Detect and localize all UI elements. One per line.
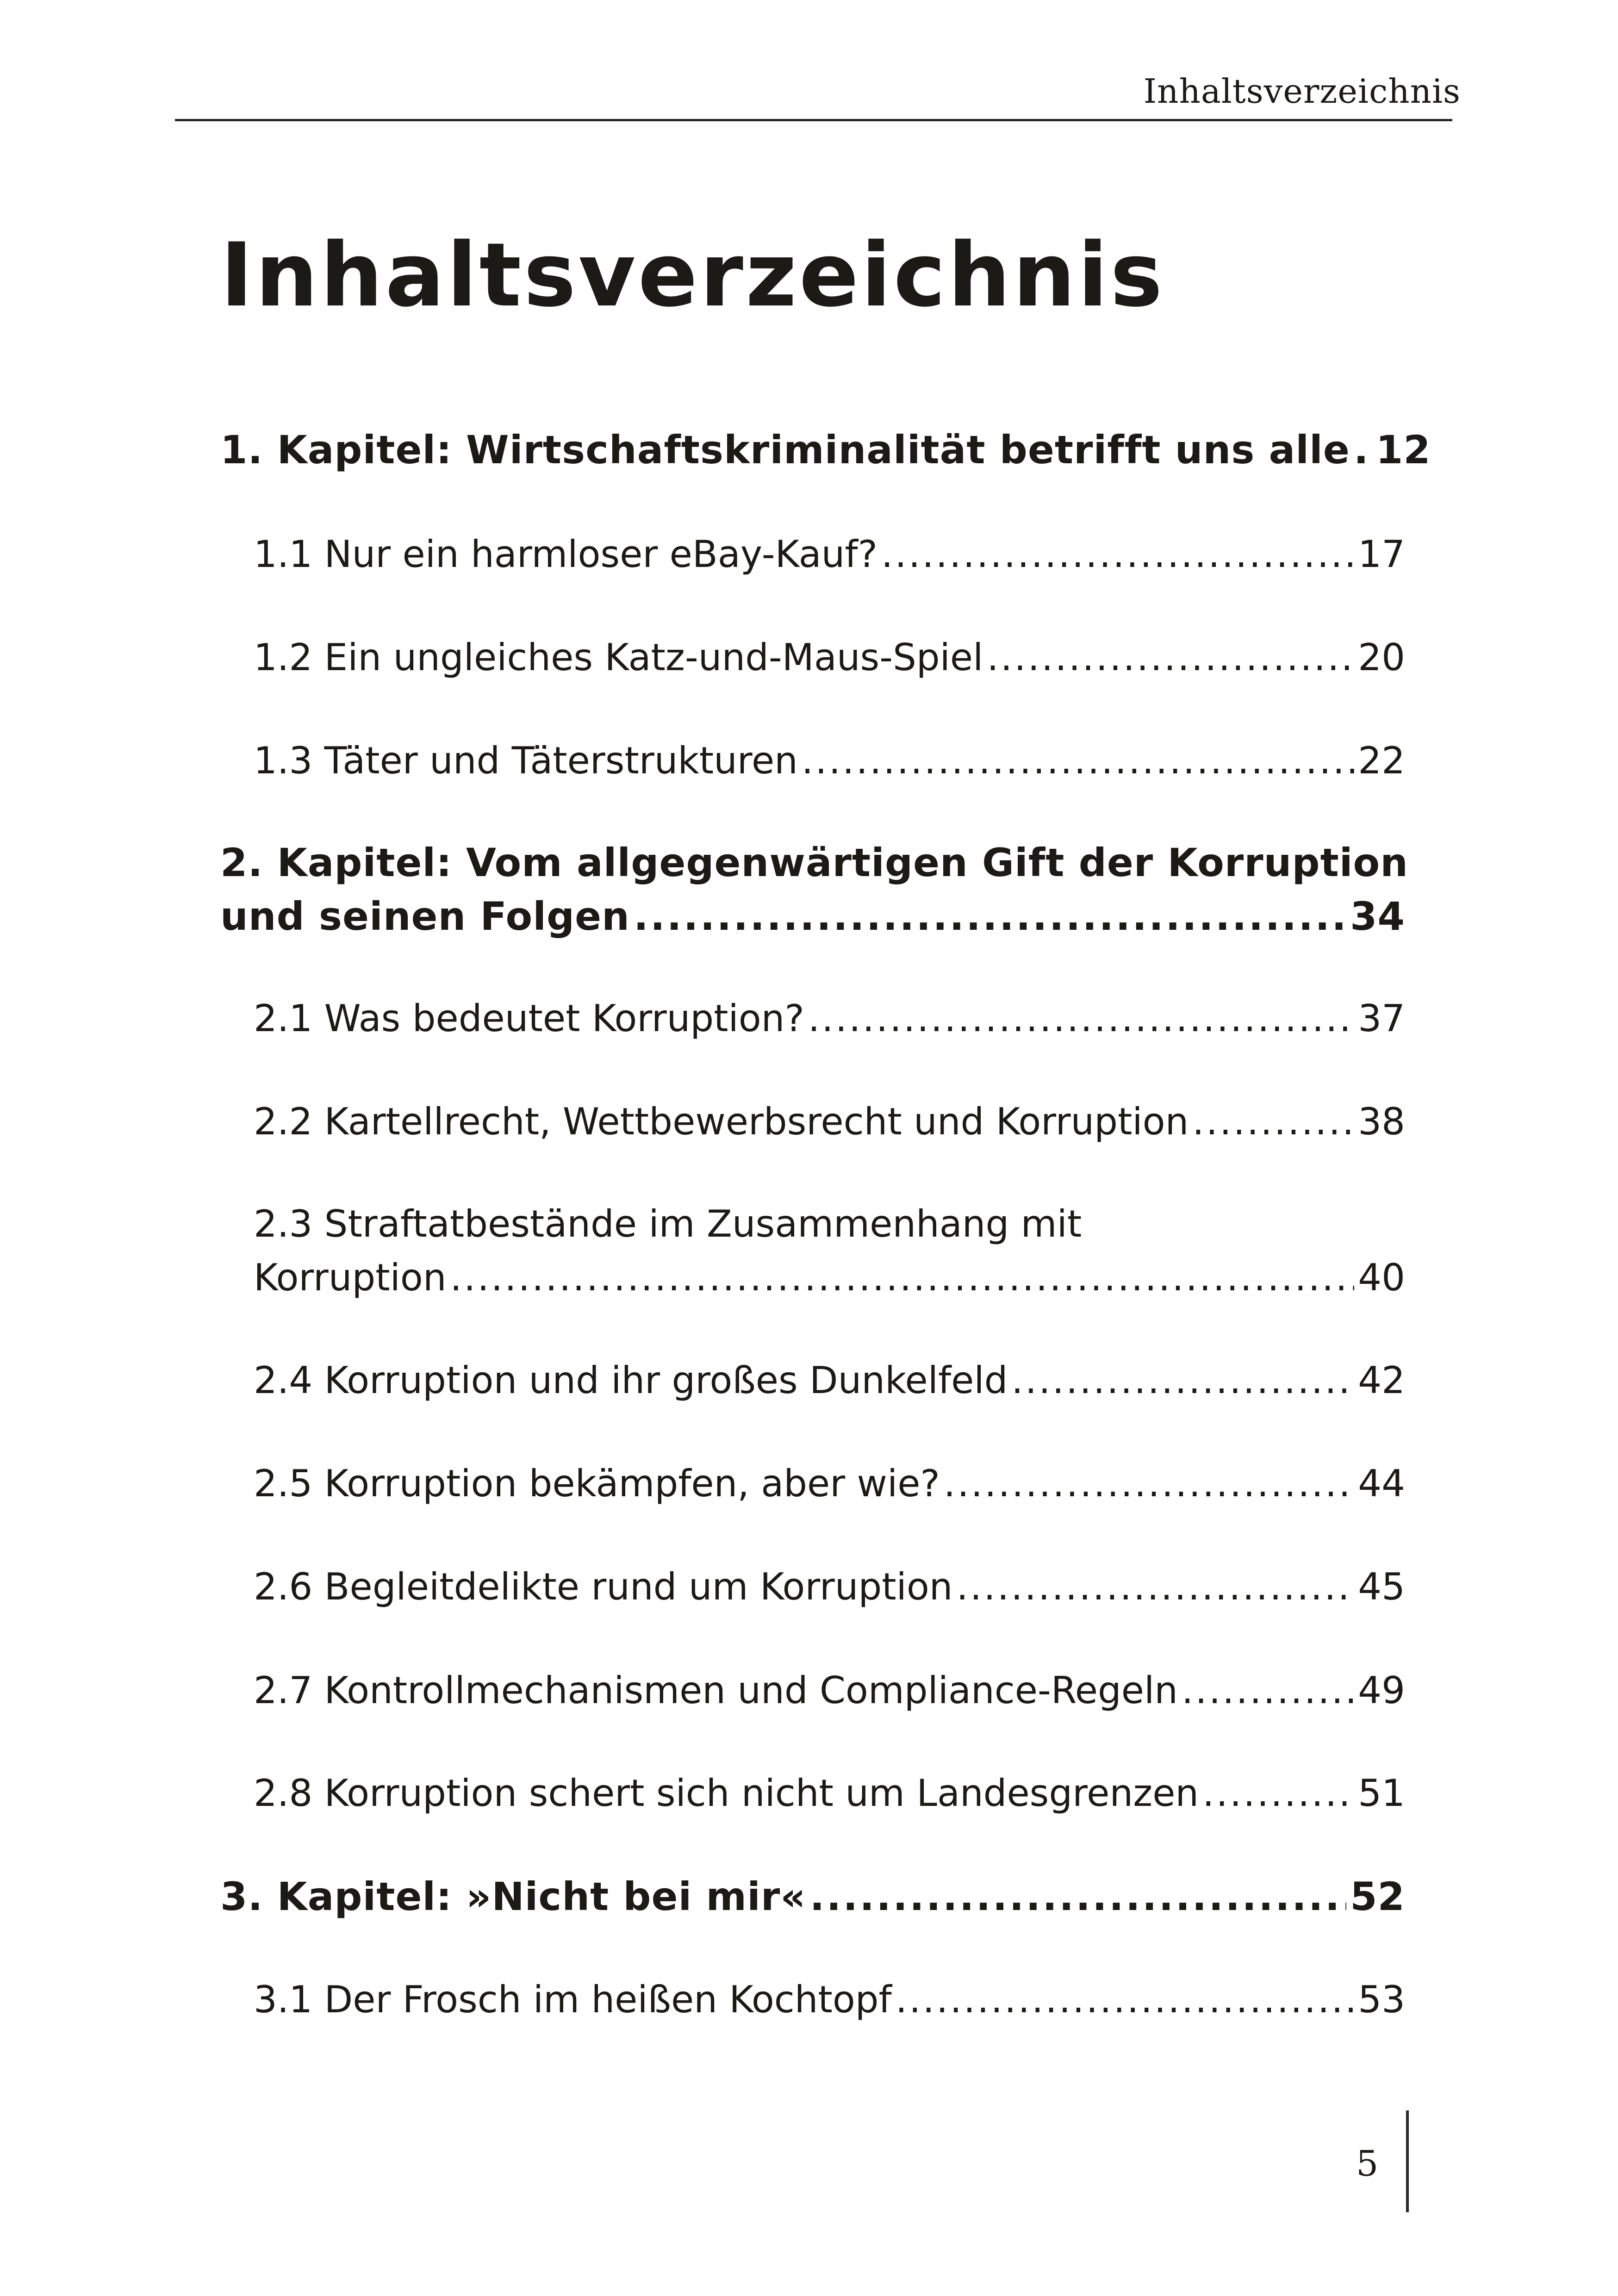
toc-section-1-2[interactable] [254, 631, 1405, 684]
toc-chapter-2[interactable] [220, 836, 1409, 943]
toc-entry-title: 2.1 Was bedeutet Korruption? [254, 997, 804, 1040]
toc-page-number: 12 [1375, 427, 1431, 473]
toc-entry-title: 2.4 Korruption und ihr großes Dunkelfeld [254, 1359, 1008, 1402]
toc-section-2-2[interactable] [254, 1095, 1405, 1149]
toc-section-2-1[interactable] [254, 992, 1405, 1045]
dot-leader [1182, 1664, 1354, 1717]
toc-entry-title: 2.7 Kontrollmechanismen und Compliance-Regeln [254, 1669, 1178, 1712]
toc-entry-title: 2.5 Korruption bekämpfen, aber wie? [254, 1462, 940, 1505]
toc-chapter-3[interactable] [220, 1870, 1405, 1923]
toc-entry-title: 2.6 Begleitdelikte rund um Korruption [254, 1565, 953, 1608]
toc-page-number: 17 [1358, 533, 1405, 576]
dot-leader [896, 1973, 1354, 2027]
toc-section-3-1[interactable] [254, 1973, 1405, 2027]
toc-page-number: 49 [1358, 1669, 1405, 1712]
dot-leader [956, 1560, 1354, 1614]
toc-entry-title: 3. Kapitel: »Nicht bei mir« [220, 1874, 806, 1919]
dot-leader [987, 631, 1354, 684]
toc-entry-title-line-1: 2.3 Straftatbestände im Zusammenhang mit [254, 1202, 1082, 1245]
toc-section-2-5[interactable] [254, 1457, 1405, 1511]
toc-page-number: 20 [1358, 636, 1405, 679]
dot-leader [1011, 1354, 1354, 1407]
toc-section-2-3[interactable] [254, 1197, 1405, 1305]
toc-page-number: 53 [1358, 1978, 1405, 2021]
dot-leader [1192, 1095, 1354, 1149]
toc-entry-title: und seinen Folgen [220, 894, 630, 939]
toc-page-number: 45 [1358, 1565, 1405, 1608]
toc-chapter-1[interactable] [220, 423, 1431, 477]
dot-leader [881, 528, 1354, 581]
toc-entry-title: Korruption [254, 1256, 447, 1299]
toc-page-number: 52 [1350, 1874, 1405, 1919]
toc-entry-title: 2.2 Kartellrecht, Wettbewerbsrecht und Korruption [254, 1100, 1189, 1143]
toc-entry-title: 3.1 Der Frosch im heißen Kochtopf [254, 1978, 892, 2021]
toc-section-2-8[interactable] [254, 1767, 1405, 1820]
running-header: Inhaltsverzeichnis [1143, 72, 1461, 111]
toc-page-number: 51 [1358, 1772, 1405, 1815]
dot-leader [634, 890, 1346, 943]
toc-page-number: 42 [1358, 1359, 1405, 1402]
toc-page-number: 44 [1358, 1462, 1405, 1505]
toc-entry-title: 2.8 Korruption schert sich nicht um Landesgrenzen [254, 1772, 1199, 1815]
toc-entry-title: 1. Kapitel: Wirtschaftskriminalität betrifft uns alle [220, 427, 1350, 473]
dot-leader [450, 1251, 1355, 1305]
header-rule [175, 119, 1452, 121]
folio-rule [1406, 2110, 1409, 2212]
toc-entry-title-line-1: 2. Kapitel: Vom allgegenwärtigen Gift der Korruption [220, 840, 1409, 885]
toc-section-2-4[interactable] [254, 1354, 1405, 1407]
toc-page-number: 38 [1358, 1100, 1405, 1143]
toc-entry-title: 1.1 Nur ein harmloser eBay-Kauf? [254, 533, 877, 576]
dot-leader [810, 1870, 1347, 1923]
dot-leader [1202, 1767, 1354, 1820]
toc-page-number: 34 [1350, 894, 1405, 939]
dot-leader [808, 992, 1354, 1045]
toc-section-2-6[interactable] [254, 1560, 1405, 1614]
toc-page-number: 37 [1358, 997, 1405, 1040]
page-title: Inhaltsverzeichnis [220, 224, 1165, 326]
dot-leader [944, 1457, 1354, 1511]
dot-leader [1354, 423, 1372, 477]
toc-page-number: 40 [1358, 1256, 1405, 1299]
toc-section-2-7[interactable] [254, 1664, 1405, 1717]
toc-section-1-3[interactable] [254, 734, 1405, 788]
toc-entry-title: 1.3 Täter und Täterstrukturen [254, 739, 798, 782]
dot-leader [802, 734, 1354, 788]
toc-page-number: 22 [1358, 739, 1405, 782]
page-number: 5 [1356, 2143, 1379, 2184]
toc-section-1-1[interactable] [254, 528, 1405, 581]
toc-entry-title: 1.2 Ein ungleiches Katz-und-Maus-Spiel [254, 636, 983, 679]
